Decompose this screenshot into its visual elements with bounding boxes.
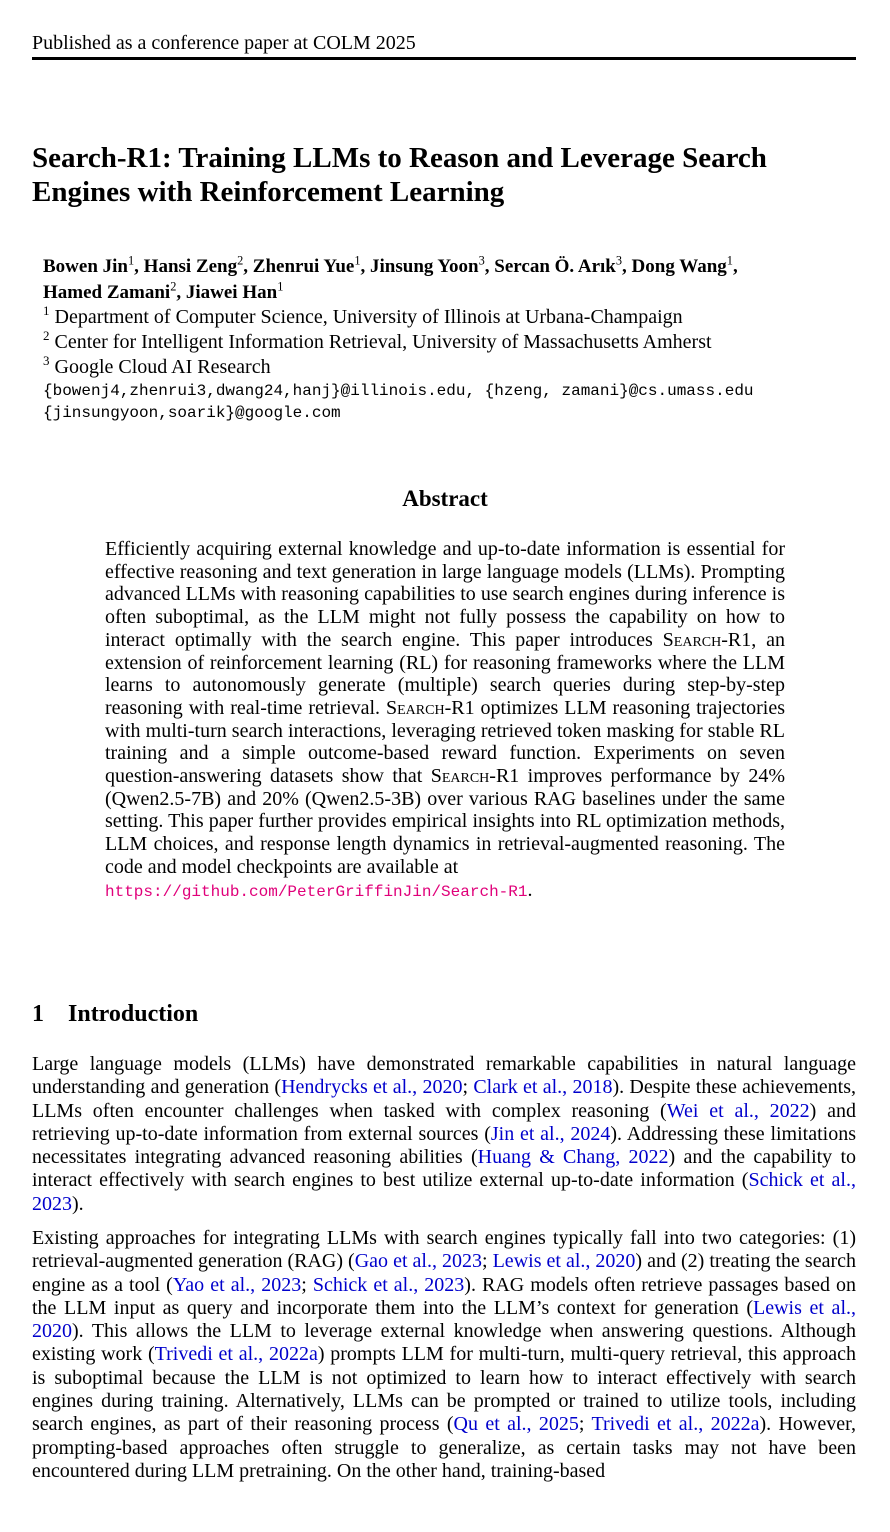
author: Hansi Zeng$^2$ bbox=[143, 253, 244, 277]
email-line: {bowenj4,zhenrui3,dwang24,hanj}@illinois.edu, {hzeng, zamani}@cs.umass.edu bbox=[43, 382, 754, 400]
citation-link[interactable]: Yao et al., 2023 bbox=[172, 1273, 302, 1296]
affiliation-line: $^2$ Center for Intelligent Information Retrieval, University of Massachusetts Amherst bbox=[43, 328, 712, 353]
code-repository-link[interactable]: https://github.com/PeterGriffinJin/Search-R1 bbox=[105, 882, 528, 901]
running-header: Published as a conference paper at COLM 2025 bbox=[32, 32, 416, 54]
citation-link[interactable]: Trivedi et al., 2022a bbox=[591, 1413, 760, 1436]
section-heading: 1 Introduction bbox=[32, 1001, 199, 1027]
author: Bowen Jin$^1$ bbox=[43, 253, 135, 277]
citation-link[interactable]: Gao et al., 2023 bbox=[354, 1250, 482, 1273]
citation-link[interactable]: Qu et al., 2025 bbox=[453, 1413, 579, 1436]
intro-paragraph: Large language models (LLMs) have demonstrated remarkable capabilities in natural language understanding and generation (Hendrycks et al., 2020; Clark et al., 2018). Despite these achievements, LLMs often encounter challenges when tasked with complex reasoning (Wei et al., 2022) and retrieving up-to-date information from external sources (Jin et al., 2024). Addressing these limitations necessitates integrating advanced reasoning abilities (Huang & Chang, 2022) and the capability to interact effectively with search engines to best utilize external up-to-date information (Schick et al., 2023). bbox=[32, 1053, 857, 1215]
citation-link[interactable]: Lewis et al., 2020 bbox=[492, 1250, 636, 1273]
citation-link[interactable]: Jin et al., 2024 bbox=[490, 1122, 611, 1145]
author: Sercan Ö. Arık$^3$ bbox=[494, 253, 623, 277]
author: Dong Wang$^1$ bbox=[631, 253, 733, 277]
header-rule bbox=[32, 57, 856, 60]
email-line: {jinsungyoon,soarik}@google.com bbox=[43, 404, 341, 422]
author: Jiawei Han$^1$ bbox=[185, 279, 284, 303]
citation-link[interactable]: Huang & Chang, 2022 bbox=[477, 1146, 669, 1169]
abstract-heading: Abstract bbox=[402, 486, 488, 511]
abstract-body: Efficiently acquiring external knowledge and up-to-date information is essential for effective reasoning and text generation in large language models (LLMs). Prompting advanced LLMs with reasoning capabilities to use search engines during inference is often suboptimal, as the LLM might not fully possess the capability on how to interact optimally with the search engine. This paper introduces Search-R1, an extension of reinforcement learning (RL) for reasoning frameworks where the LLM learns to autonomously generate (multiple) search queries during step-by-step reasoning with real-time retrieval. Search-R1 optimizes LLM reasoning trajectories with multi-turn search interactions, leveraging retrieved token masking for stable RL training and a simple outcome-based reward function. Experiments on seven question-answering datasets show that Search-R1 improves performance by 24% (Qwen2.5-7B) and 20% (Qwen2.5-3B) over various RAG baselines under the same setting. This paper further provides empirical insights into RL optimization methods, LLM choices, and response length dynamics in retrieval-augmented reasoning. The code and model checkpoints are available at https://github.com/PeterGriffinJin/Search-R1. bbox=[105, 538, 786, 901]
affiliation-line: $^3$ Google Cloud AI Research bbox=[43, 353, 271, 378]
author: Zhenrui Yue$^1$ bbox=[252, 253, 361, 277]
paper-title: Search-R1: Training LLMs to Reason and Leverage Search Engines with Reinforcement Learning bbox=[32, 142, 767, 208]
citation-link[interactable]: Trivedi et al., 2022a bbox=[154, 1343, 318, 1366]
author: Jinsung Yoon$^3$ bbox=[370, 253, 485, 277]
intro-paragraph: Existing approaches for integrating LLMs with search engines typically fall into two categories: (1) retrieval-augmented generation (RAG) (Gao et al., 2023; Lewis et al., 2020) and (2) treating the search engine as a tool (Yao et al., 2023; Schick et al., 2023). RAG models often retrieve passages based on the LLM input as query and incorporate them into the LLM’s context for generation (Lewis et al., 2020). This allows the LLM to leverage external knowledge when answering questions. Although existing work (Trivedi et al., 2022a) prompts LLM for multi-turn, multi-query retrieval, this approach is suboptimal because the LLM is not optimized to learn how to interact effectively with search engines during training. Alternatively, LLMs can be prompted or trained to utilize tools, including search engines, as part of their reasoning process (Qu et al., 2025; Trivedi et al., 2022a). However, prompting-based approaches often struggle to generalize, as certain tasks may not have been encountered during LLM pretraining. On the other hand, training-based bbox=[32, 1227, 857, 1482]
citation-link[interactable]: Hendrycks et al., 2020 bbox=[281, 1076, 463, 1099]
citation-link[interactable]: Schick et al., 2023 bbox=[32, 1169, 856, 1215]
citation-link[interactable]: Schick et al., 2023 bbox=[312, 1273, 465, 1296]
author-list: Bowen Jin$^1$, Hansi Zeng$^2$, Zhenrui Yue$^1$, Jinsung Yoon$^3$, Sercan Ö. Arık$^3$, Dong Wang$^1$, Hamed Zamani$^2$, Jiawei Han$^1$ bbox=[43, 253, 738, 303]
affiliation-line: $^1$ Department of Computer Science, University of Illinois at Urbana-Champaign bbox=[43, 303, 683, 328]
affiliations bbox=[43, 305, 873, 424]
author: Hamed Zamani$^2$ bbox=[43, 279, 177, 303]
citation-link[interactable]: Wei et al., 2022 bbox=[666, 1099, 810, 1122]
citation-link[interactable]: Clark et al., 2018 bbox=[473, 1076, 613, 1099]
citation-link[interactable]: Lewis et al., 2020 bbox=[32, 1296, 856, 1343]
